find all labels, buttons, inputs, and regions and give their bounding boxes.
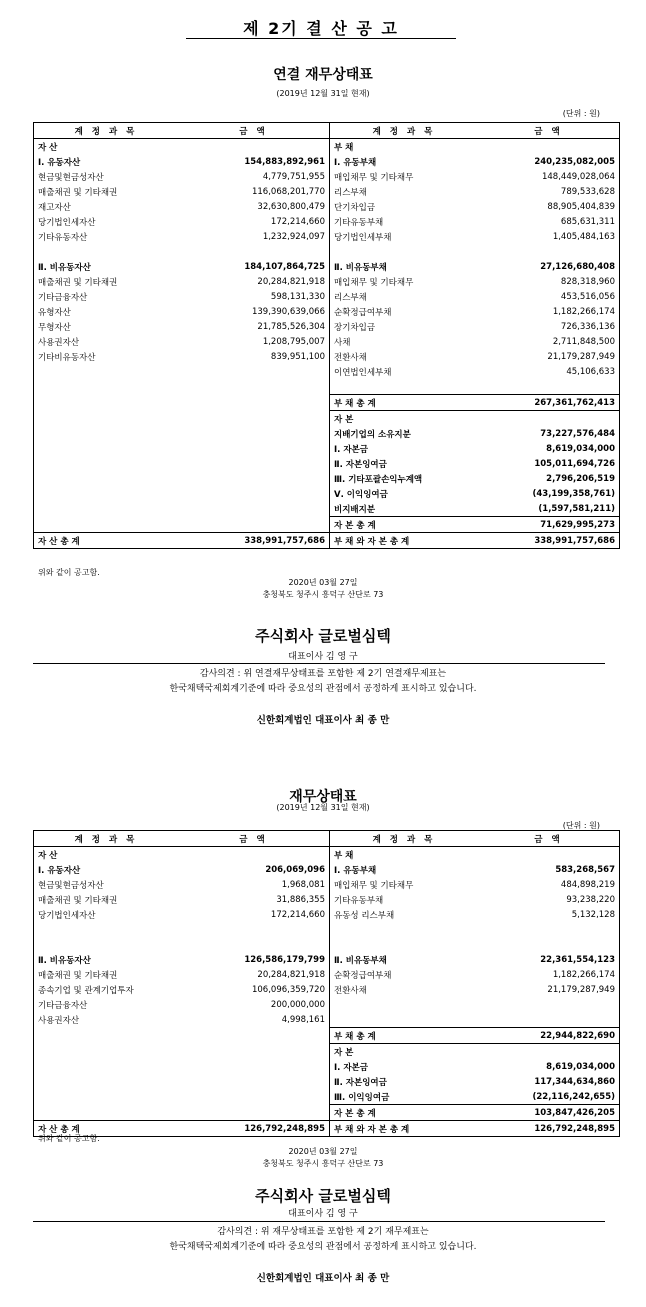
- equity-value: 117,344,634,860: [534, 1076, 615, 1087]
- account-name: [34, 922, 179, 937]
- empty-cell: [34, 501, 179, 517]
- equity-value: 73,227,576,484: [540, 428, 615, 439]
- representative: 대표이사 김 영 구: [288, 652, 358, 662]
- account-name: [34, 364, 179, 379]
- empty-cell: [178, 471, 330, 486]
- equity-value: (1,597,581,211): [538, 503, 615, 514]
- account-name: 기타유동부채: [334, 895, 384, 906]
- account-name: 기타유동자산: [38, 232, 88, 243]
- account-name: [330, 937, 479, 952]
- empty-cell: [178, 1044, 330, 1060]
- amount: 88,905,404,839: [547, 201, 615, 212]
- equity-row: [34, 1044, 620, 1060]
- empty-cell: [178, 411, 330, 427]
- account-name: 매입채무 및 기타채무: [334, 880, 414, 891]
- amount: [178, 244, 330, 259]
- divider-2: [33, 1221, 605, 1222]
- amount: [478, 379, 620, 395]
- table-row: [34, 154, 620, 169]
- amount: 45,106,633: [566, 366, 615, 377]
- empty-cell: [34, 1059, 179, 1074]
- account-name: 리스부채: [334, 292, 367, 303]
- amount: 726,336,136: [560, 321, 615, 332]
- amount: [178, 922, 330, 937]
- amount: 20,284,821,918: [178, 967, 330, 982]
- audit-opinion-line1: 감사의견 : 위 연결재무상태표를 포함한 제 2기 연결재무제표는: [199, 669, 447, 679]
- amount: 1,182,266,174: [552, 969, 615, 980]
- amount: 116,068,201,770: [178, 184, 330, 199]
- empty-cell: [178, 1059, 330, 1074]
- account-name: 유형자산: [38, 307, 71, 318]
- equity-label: Ⅲ. 기타포괄손익누계액: [334, 474, 423, 485]
- liabilities-equity-total-label: 부 채 와 자 본 총 계: [330, 533, 479, 549]
- amount: 21,179,287,949: [547, 351, 615, 362]
- consolidated-balance-sheet: [33, 122, 620, 549]
- amount: [478, 1012, 620, 1028]
- table-row: [34, 997, 620, 1012]
- amount: 1,968,081: [178, 877, 330, 892]
- equity-value: 8,619,034,000: [546, 1061, 615, 1072]
- amount: 31,886,355: [178, 892, 330, 907]
- amount: [478, 139, 620, 155]
- consolidated-date: (2019년 12월 31일 현재): [276, 89, 370, 98]
- amount: 685,631,311: [560, 216, 615, 227]
- column-header: 계 정 과 목: [34, 123, 179, 139]
- column-header: 금 액: [178, 123, 330, 139]
- header-row: [34, 123, 620, 139]
- account-name: 매입채무 및 기타채무: [334, 277, 414, 288]
- header-row: [34, 831, 620, 847]
- grand-total-row: [34, 533, 620, 549]
- equity-label: Ⅴ. 이익잉여금: [334, 489, 388, 500]
- account-name: 매출채권 및 기타채권: [38, 970, 118, 981]
- account-name: [330, 379, 479, 395]
- liabilities-equity-total-label: 부 채 와 자 본 총 계: [330, 1121, 479, 1137]
- equity-label: 자 본: [330, 411, 479, 427]
- liabilities-total-label: 부 채 총 계: [330, 395, 479, 411]
- amount: [478, 937, 620, 952]
- equity-row: [34, 1089, 620, 1105]
- account-name: [34, 937, 179, 952]
- equity-row: [34, 501, 620, 517]
- empty-cell: [34, 1089, 179, 1105]
- amount: 106,096,359,720: [178, 982, 330, 997]
- account-name: 자 산: [38, 850, 58, 861]
- empty-cell: [34, 1028, 179, 1044]
- company-address-2: 충청북도 청주시 흥덕구 산단로 73: [262, 1159, 384, 1168]
- equity-total-row: [34, 1105, 620, 1121]
- amount: 184,107,864,725: [178, 259, 330, 274]
- empty-cell: [34, 1105, 179, 1121]
- account-name: Ⅰ. 유동부채: [334, 865, 377, 876]
- empty-cell: [34, 1074, 179, 1089]
- equity-value: 2,796,206,519: [546, 473, 615, 484]
- amount: 172,214,660: [178, 907, 330, 922]
- notice-date: 2020년 03월 27일: [288, 578, 358, 587]
- amount: 1,208,795,007: [178, 334, 330, 349]
- equity-label: 지배기업의 소유지분: [334, 429, 411, 440]
- empty-cell: [178, 1074, 330, 1089]
- table-row: [34, 1012, 620, 1028]
- table-row: [34, 862, 620, 877]
- table-row: [34, 847, 620, 863]
- table-row: [34, 877, 620, 892]
- liabilities-total-value: 267,361,762,413: [478, 395, 620, 411]
- account-name: 부 채: [334, 142, 354, 153]
- liabilities-equity-total-value: 338,991,757,686: [478, 533, 620, 549]
- equity-value: 105,011,694,726: [534, 458, 615, 469]
- table-row: [34, 982, 620, 997]
- amount: 20,284,821,918: [178, 274, 330, 289]
- account-name: Ⅰ. 유동부채: [334, 157, 377, 168]
- separate-balance-sheet: [33, 830, 620, 1137]
- equity-label: Ⅲ. 이익잉여금: [334, 1092, 390, 1103]
- empty-cell: [178, 395, 330, 411]
- empty-cell: [34, 486, 179, 501]
- account-name: 이연법인세부채: [334, 367, 392, 378]
- asset-total-label: 자 산 총 계: [34, 533, 179, 549]
- amount: 154,883,892,961: [178, 154, 330, 169]
- liabilities-equity-total-value: 126,792,248,895: [478, 1121, 620, 1137]
- account-name: 매출채권 및 기타채권: [38, 187, 118, 198]
- column-header: 금 액: [478, 123, 620, 139]
- equity-row: [34, 1059, 620, 1074]
- amount: 240,235,082,005: [534, 156, 615, 167]
- equity-value: (22,116,242,655): [532, 1091, 615, 1102]
- column-header: 계 정 과 목: [34, 831, 179, 847]
- company-name: 주식회사 글로벌심텍: [255, 627, 391, 645]
- equity-value: 8,619,034,000: [546, 443, 615, 454]
- empty-cell: [34, 441, 179, 456]
- account-name: 매출채권 및 기타채권: [38, 277, 118, 288]
- table-row: [34, 259, 620, 274]
- table-row: [34, 349, 620, 364]
- amount: [178, 364, 330, 379]
- account-name: 사용권자산: [38, 337, 80, 348]
- consolidated-unit: (단위 : 원): [562, 109, 600, 118]
- account-name: 기타비유동자산: [38, 352, 96, 363]
- amount: 4,998,161: [178, 1012, 330, 1028]
- account-name: 당기법인세부채: [334, 232, 392, 243]
- amount: 484,898,219: [560, 879, 615, 890]
- empty-cell: [178, 1089, 330, 1105]
- account-name: [330, 1012, 479, 1028]
- equity-row: [34, 1074, 620, 1089]
- table-row: [34, 319, 620, 334]
- amount: 200,000,000: [178, 997, 330, 1012]
- account-name: [330, 997, 479, 1012]
- auditor-signature: 신한회계법인 대표이사 최 종 만: [256, 715, 390, 726]
- account-name: 기타유동부채: [334, 217, 384, 228]
- table-row: [34, 937, 620, 952]
- closing-note: 위와 같이 공고함.: [38, 568, 100, 577]
- equity-row: [34, 441, 620, 456]
- account-name: 전환사채: [334, 985, 367, 996]
- empty-cell: [178, 1028, 330, 1044]
- empty-cell: [178, 426, 330, 441]
- consolidated-title: 연결 재무상태표: [273, 67, 373, 83]
- empty-cell: [178, 1105, 330, 1121]
- account-name: [330, 922, 479, 937]
- table-row: [34, 967, 620, 982]
- equity-label: Ⅰ. 자본금: [334, 444, 368, 455]
- column-header: 금 액: [178, 831, 330, 847]
- account-name: 단기차입금: [334, 202, 376, 213]
- table-row: [34, 892, 620, 907]
- separate-title: 재무상태표: [289, 789, 357, 805]
- amount: 583,268,567: [555, 864, 615, 875]
- amount: [178, 937, 330, 952]
- table-row: [34, 907, 620, 922]
- amount: 22,361,554,123: [540, 954, 615, 965]
- audit-opinion-line2: 한국채택국제회계기준에 따라 중요성의 관점에서 공정하게 표시하고 있습니다.: [169, 684, 477, 694]
- equity-value: [478, 1044, 620, 1060]
- account-name: 부 채: [334, 850, 354, 861]
- equity-total-value: 71,629,995,273: [478, 517, 620, 533]
- account-name: [34, 379, 179, 395]
- amount: [178, 379, 330, 395]
- amount: 839,951,100: [178, 349, 330, 364]
- equity-total-row: [34, 517, 620, 533]
- amount: [478, 922, 620, 937]
- table-row: [34, 364, 620, 379]
- amount: 1,232,924,097: [178, 229, 330, 244]
- amount: 2,711,848,500: [552, 336, 615, 347]
- empty-cell: [34, 426, 179, 441]
- separate-unit: (단위 : 원): [562, 821, 600, 830]
- empty-cell: [34, 517, 179, 533]
- account-name: 재고자산: [38, 202, 71, 213]
- empty-cell: [34, 471, 179, 486]
- account-name: Ⅱ. 비유동자산: [38, 262, 91, 273]
- account-name: 기타금융자산: [38, 1000, 88, 1011]
- amount: 139,390,639,066: [178, 304, 330, 319]
- equity-row: [34, 426, 620, 441]
- table-row: [34, 214, 620, 229]
- empty-cell: [178, 517, 330, 533]
- equity-row: [34, 411, 620, 427]
- equity-label: Ⅱ. 자본잉여금: [334, 1077, 387, 1088]
- amount: 126,586,179,799: [178, 952, 330, 967]
- equity-value: [478, 411, 620, 427]
- equity-label: 자 본: [330, 1044, 479, 1060]
- account-name: 전환사채: [334, 352, 367, 363]
- equity-total-label: 자 본 총 계: [330, 517, 479, 533]
- account-name: 현금및현금성자산: [38, 172, 104, 183]
- column-header: 계 정 과 목: [330, 123, 479, 139]
- company-address: 충청북도 청주시 흥덕구 산단로 73: [262, 590, 384, 599]
- account-name: Ⅰ. 유동자산: [38, 157, 81, 168]
- table-row: [34, 379, 620, 395]
- empty-cell: [34, 395, 179, 411]
- amount: 4,779,751,955: [178, 169, 330, 184]
- amount: 172,214,660: [178, 214, 330, 229]
- amount: 1,182,266,174: [552, 306, 615, 317]
- empty-cell: [178, 441, 330, 456]
- equity-row: [34, 486, 620, 501]
- account-name: Ⅱ. 비유동부채: [334, 955, 387, 966]
- account-name: 현금및현금성자산: [38, 880, 104, 891]
- amount: 828,318,960: [560, 276, 615, 287]
- table-row: [34, 289, 620, 304]
- company-name-2: 주식회사 글로벌심텍: [255, 1187, 391, 1205]
- audit-opinion-2-line1: 감사의견 : 위 재무상태표를 포함한 제 2기 재무제표는: [217, 1227, 429, 1237]
- account-name: 사용권자산: [38, 1015, 80, 1026]
- table-row: [34, 169, 620, 184]
- equity-total-value: 103,847,426,205: [478, 1105, 620, 1121]
- table-row: [34, 229, 620, 244]
- amount: 206,069,096: [178, 862, 330, 877]
- equity-total-label: 자 본 총 계: [330, 1105, 479, 1121]
- grand-total-row: [34, 1121, 620, 1137]
- amount: 453,516,056: [560, 291, 615, 302]
- amount: 93,238,220: [566, 894, 615, 905]
- account-name: 기타금융자산: [38, 292, 88, 303]
- equity-row: [34, 471, 620, 486]
- amount: 21,179,287,949: [547, 984, 615, 995]
- account-name: 종속기업 및 관계기업투자: [38, 985, 134, 996]
- amount: 21,785,526,304: [178, 319, 330, 334]
- auditor-signature-2: 신한회계법인 대표이사 최 종 만: [256, 1273, 390, 1284]
- amount: 32,630,800,479: [178, 199, 330, 214]
- account-name: [34, 244, 179, 259]
- table-row: [34, 139, 620, 155]
- table-row: [34, 334, 620, 349]
- separate-date: (2019년 12월 31일 현재): [276, 803, 370, 812]
- table-row: [34, 199, 620, 214]
- amount: [478, 997, 620, 1012]
- table-row: [34, 304, 620, 319]
- account-name: 당기법인세자산: [38, 910, 96, 921]
- announcement-title: 제 2기 결 산 공 고: [186, 16, 456, 39]
- equity-value: (43,199,358,761): [532, 488, 615, 499]
- amount: [178, 139, 330, 155]
- account-name: 무형자산: [38, 322, 71, 333]
- amount: 5,132,128: [571, 909, 615, 920]
- account-name: 리스부채: [334, 187, 367, 198]
- account-name: 매입채무 및 기타채무: [334, 172, 414, 183]
- equity-label: 비지배지분: [334, 504, 376, 515]
- empty-cell: [34, 1044, 179, 1060]
- divider: [33, 663, 605, 664]
- account-name: Ⅱ. 비유동부채: [334, 262, 387, 273]
- asset-total-value: 126,792,248,895: [178, 1121, 330, 1137]
- amount: [178, 847, 330, 863]
- amount: 148,449,028,064: [541, 171, 615, 182]
- table-row: [34, 184, 620, 199]
- asset-total-label: 자 산 총 계: [34, 1121, 179, 1137]
- representative-2: 대표이사 김 영 구: [288, 1209, 358, 1219]
- equity-row: [34, 456, 620, 471]
- empty-cell: [178, 456, 330, 471]
- table-row: [34, 244, 620, 259]
- account-name: [330, 244, 479, 259]
- account-name: 자 산: [38, 142, 58, 153]
- liabilities-total-value: 22,944,822,690: [478, 1028, 620, 1044]
- closing-note-2: 위와 같이 공고함.: [38, 1134, 100, 1143]
- audit-opinion-2-line2: 한국채택국제회계기준에 따라 중요성의 관점에서 공정하게 표시하고 있습니다.: [169, 1242, 477, 1252]
- empty-cell: [178, 486, 330, 501]
- account-name: 사채: [334, 337, 351, 348]
- account-name: 순확정급여부채: [334, 970, 392, 981]
- table-row: [34, 274, 620, 289]
- table-row: [34, 952, 620, 967]
- amount: 598,131,330: [178, 289, 330, 304]
- amount: 789,533,628: [560, 186, 615, 197]
- account-name: 매출채권 및 기타채권: [38, 895, 118, 906]
- amount: 1,405,484,163: [552, 231, 615, 242]
- liabilities-total-label: 부 채 총 계: [330, 1028, 479, 1044]
- table-row: [34, 922, 620, 937]
- notice-date-2: 2020년 03월 27일: [288, 1147, 358, 1156]
- column-header: 금 액: [478, 831, 620, 847]
- amount: [478, 244, 620, 259]
- amount: 27,126,680,408: [540, 261, 615, 272]
- account-name: 장기차입금: [334, 322, 376, 333]
- amount: [478, 847, 620, 863]
- liabilities-total-row: [34, 1028, 620, 1044]
- empty-cell: [178, 501, 330, 517]
- equity-label: Ⅰ. 자본금: [334, 1062, 368, 1073]
- account-name: Ⅰ. 유동자산: [38, 865, 81, 876]
- liabilities-total-row: [34, 395, 620, 411]
- account-name: 순확정급여부채: [334, 307, 392, 318]
- asset-total-value: 338,991,757,686: [178, 533, 330, 549]
- account-name: 당기법인세자산: [38, 217, 96, 228]
- equity-label: Ⅱ. 자본잉여금: [334, 459, 387, 470]
- column-header: 계 정 과 목: [330, 831, 479, 847]
- empty-cell: [34, 411, 179, 427]
- empty-cell: [34, 456, 179, 471]
- account-name: 유동성 리스부채: [334, 910, 395, 921]
- account-name: Ⅱ. 비유동자산: [38, 955, 91, 966]
